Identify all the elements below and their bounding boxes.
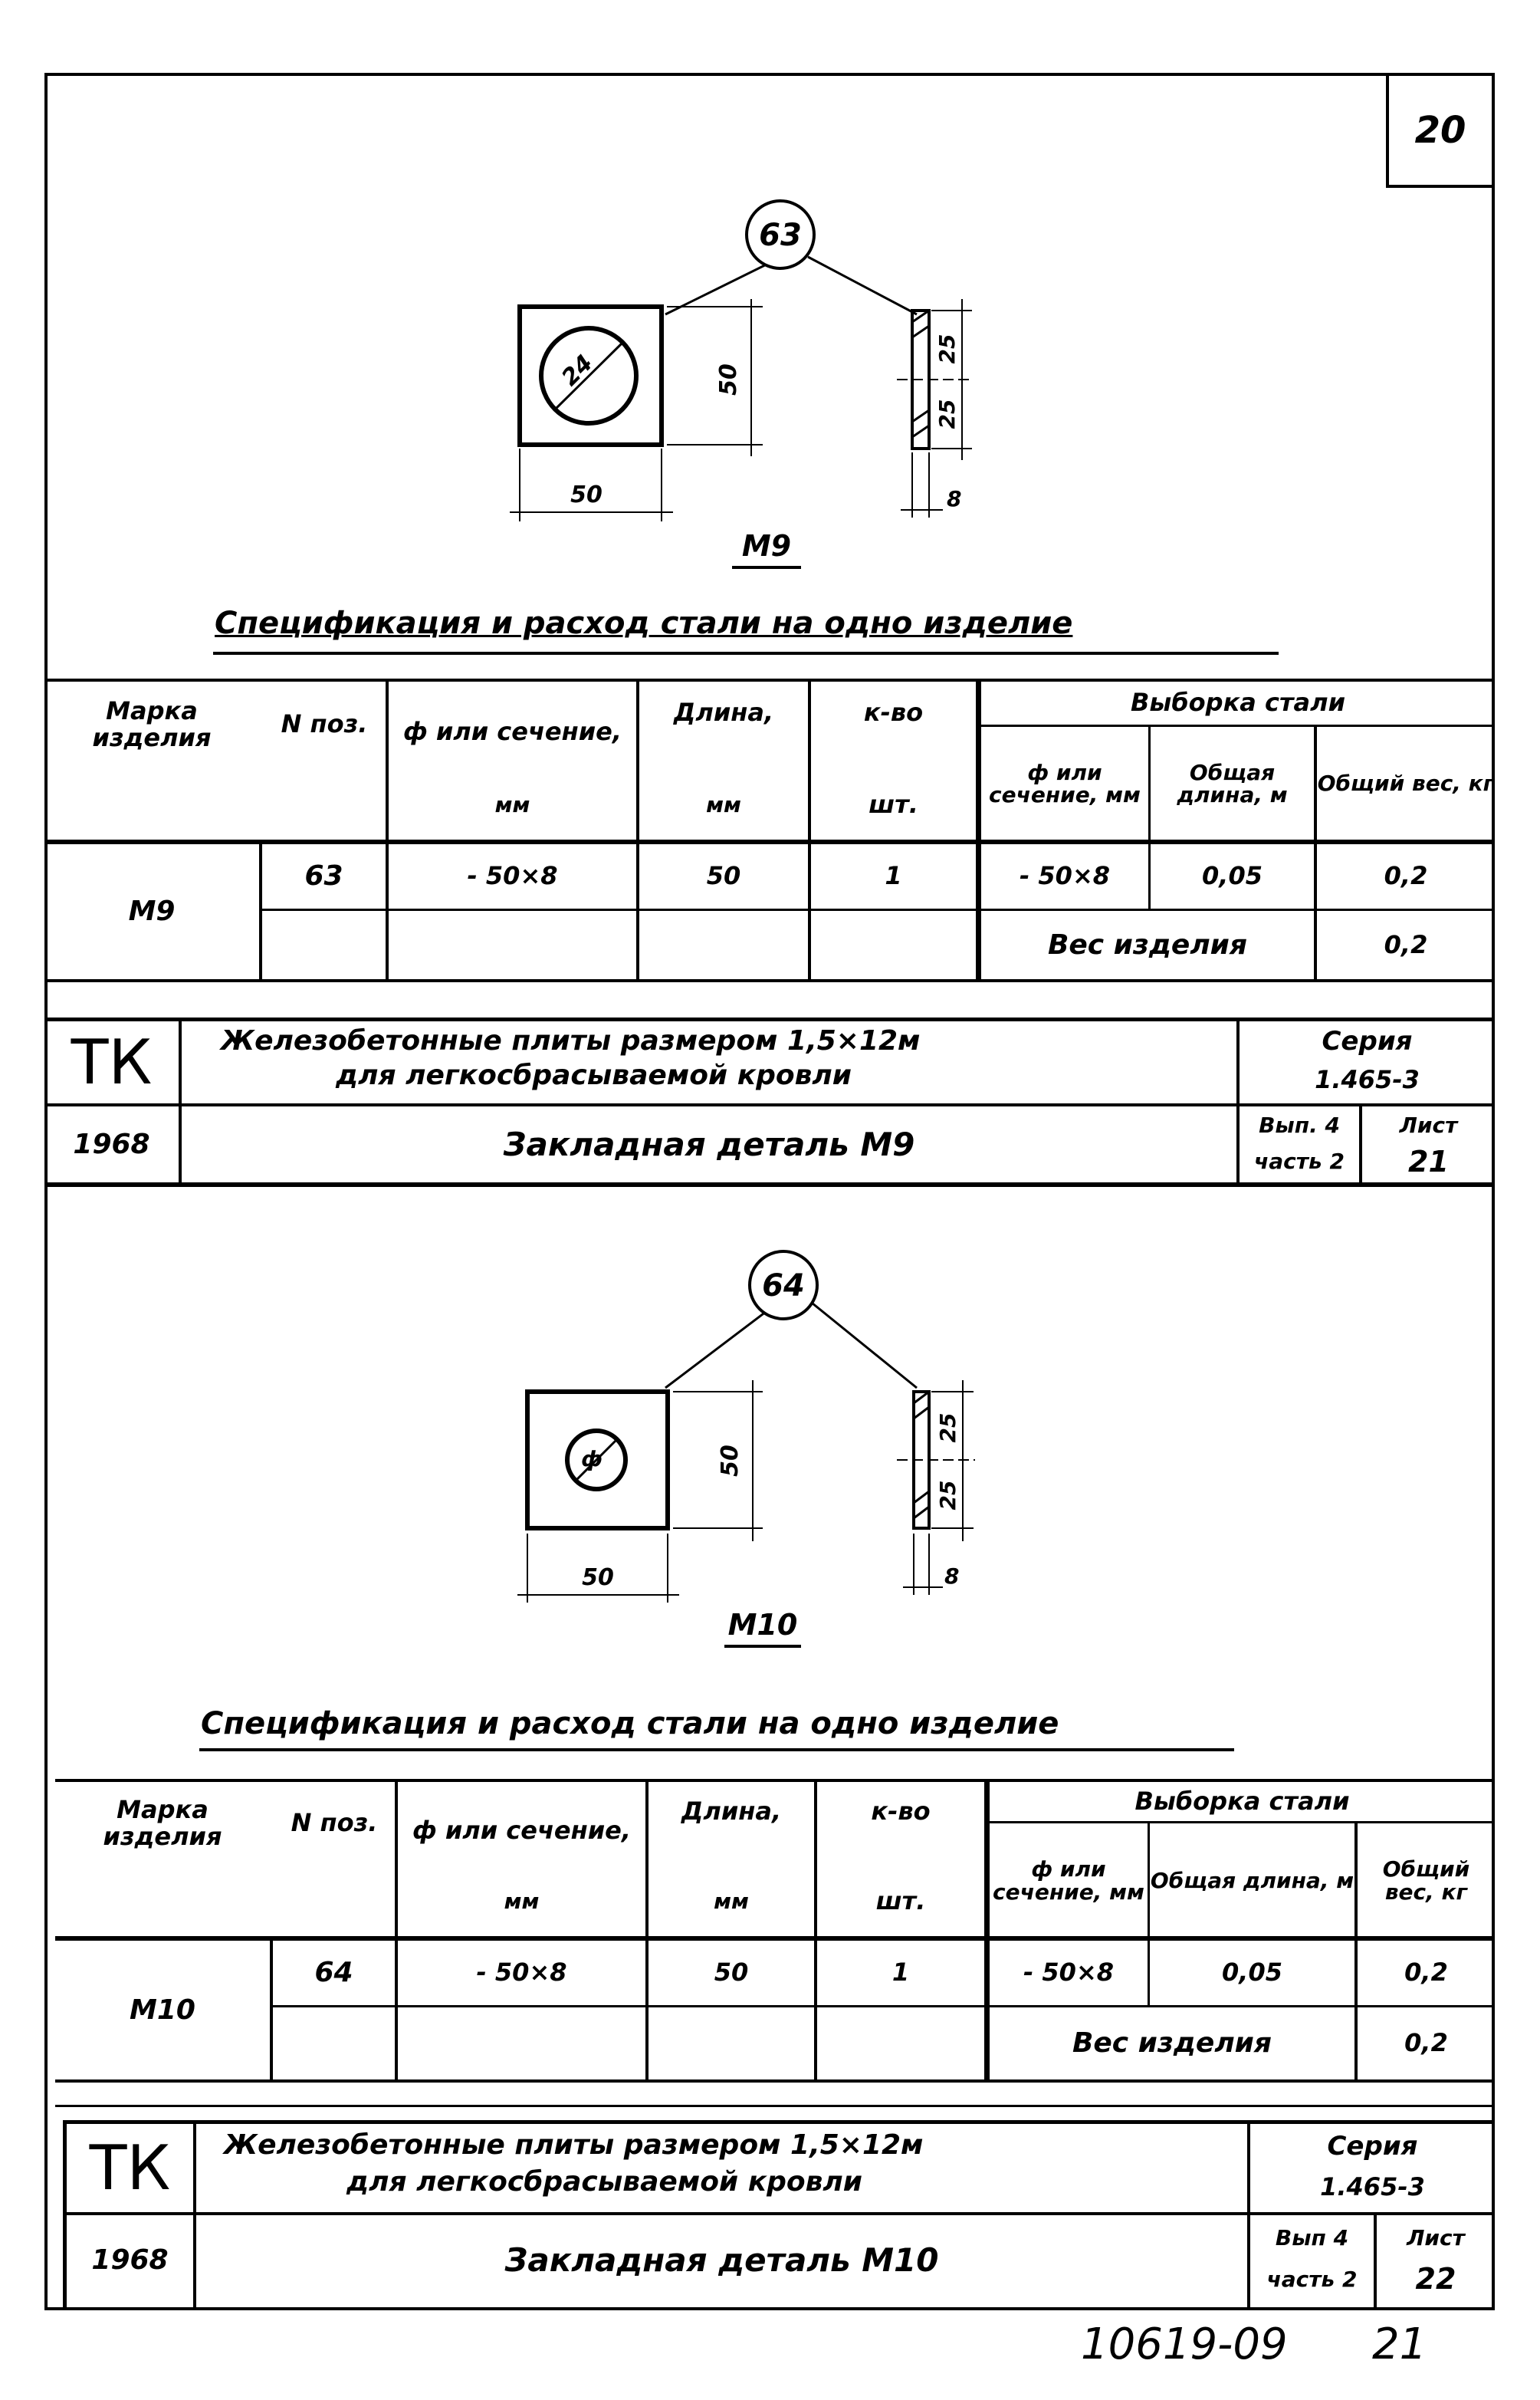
row-section: - 50×8: [467, 861, 558, 891]
spec-title-underline: [213, 652, 1279, 655]
header-selection: Выборка стали: [1134, 1786, 1350, 1816]
position-marker: 63: [759, 218, 802, 253]
header-mark: Марка изделия: [92, 695, 212, 752]
height-dimension: 50: [715, 363, 742, 396]
item-weight: 0,2: [1404, 2028, 1448, 2058]
title-line-2: для легкосбрасываемой кровли: [336, 1060, 852, 1091]
issue-line-2: часть 2: [1266, 2266, 1358, 2292]
year: 1968: [91, 2244, 169, 2277]
thickness-dimension: 8: [944, 1563, 960, 1589]
drawing-name: Закладная деталь M9: [503, 1125, 915, 1163]
header-section: ф или сечение,: [402, 717, 622, 747]
header-length-unit: мм: [706, 792, 741, 818]
width-dimension: 50: [570, 482, 603, 508]
row-sel-length: 0,05: [1222, 1958, 1282, 1987]
header-length: Длина,: [681, 1797, 782, 1826]
org-code: ТК: [89, 2132, 171, 2204]
height-dimension: 50: [717, 1445, 744, 1477]
half-dimension-bottom: 25: [935, 1480, 960, 1511]
header-sel-weight: Общий вес, кг: [1382, 1856, 1470, 1905]
half-dimension-top: 25: [934, 334, 960, 364]
header-qty-unit: шт.: [869, 790, 918, 820]
item-weight-label: Вес изделия: [1047, 929, 1248, 961]
row-sel-section: - 50×8: [1019, 861, 1111, 891]
header-section-unit: мм: [494, 792, 530, 818]
row-pos: 63: [304, 860, 343, 893]
header-section-unit: мм: [504, 1889, 540, 1915]
row-mark: M9: [128, 896, 176, 928]
row-sel-section: - 50×8: [1023, 1958, 1115, 1987]
hole-diameter: ф: [581, 1446, 603, 1471]
footer-doc-code: 10619-09: [1081, 2319, 1288, 2369]
org-code: ТК: [71, 1027, 153, 1098]
issue-line-1: Вып 4: [1275, 2225, 1349, 2251]
issue-line-1: Вып. 4: [1259, 1113, 1340, 1139]
header-qty: к-во: [863, 698, 924, 728]
row-length: 50: [714, 1958, 749, 1987]
year: 1968: [73, 1129, 150, 1161]
header-length-unit: мм: [714, 1889, 749, 1915]
header-sel-length: Общая длина, м: [1177, 759, 1288, 807]
series: 1.465-3: [1315, 1065, 1420, 1095]
hole-diameter: 24: [557, 350, 599, 392]
row-mark: M10: [130, 1994, 195, 2026]
width-dimension: 50: [582, 1564, 614, 1591]
spec-title: Спецификация и расход стали на одно изделие: [215, 606, 1073, 641]
header-section: ф или сечение,: [412, 1816, 632, 1846]
header-sel-length: Общая длина, м: [1150, 1867, 1354, 1893]
header-sel-section: ф или сечение, мм: [989, 759, 1141, 807]
detail-drawing-m9: [460, 192, 1073, 590]
separator-line: [55, 2105, 1495, 2107]
row-qty: 1: [891, 1958, 910, 1987]
header-length: Длина,: [673, 698, 774, 728]
detail-label: M10: [727, 1608, 798, 1642]
title-block-m9: [44, 1018, 1495, 1186]
thickness-dimension: 8: [947, 486, 962, 511]
header-sel-weight: Общий вес, кг: [1317, 771, 1495, 797]
row-pos: 64: [314, 1957, 353, 1989]
item-weight: 0,2: [1384, 929, 1428, 959]
title-line-2: для легкосбрасываемой кровли: [346, 2166, 862, 2198]
spec-title: Спецификация и расход стали на одно изделие: [201, 1706, 1059, 1741]
spec-title-underline: [199, 1748, 1234, 1751]
header-qty: к-во: [871, 1797, 931, 1826]
header-pos: N поз.: [291, 1808, 378, 1838]
detail-drawing-m10: [460, 1242, 1073, 1656]
header-pos: N поз.: [281, 709, 368, 739]
page-number: 20: [1414, 109, 1466, 152]
position-marker: 64: [762, 1268, 805, 1304]
row-section: - 50×8: [476, 1958, 567, 1987]
spec-table-m10: [55, 1779, 1495, 2078]
footer-page: 21: [1372, 2319, 1427, 2369]
sheet-number: 22: [1415, 2261, 1456, 2296]
page-number-box: [1386, 73, 1495, 188]
row-sel-length: 0,05: [1202, 861, 1263, 891]
title-line-1: Железобетонные плиты размером 1,5×12м: [221, 1025, 921, 1057]
half-dimension-bottom: 25: [934, 399, 960, 429]
detail-label: M9: [741, 529, 792, 563]
row-length: 50: [706, 861, 741, 891]
row-sel-weight: 0,2: [1404, 1958, 1448, 1987]
sheet-label: Лист: [1407, 2225, 1465, 2251]
row-sel-weight: 0,2: [1384, 861, 1428, 891]
sheet-number: 21: [1408, 1145, 1449, 1179]
row-qty: 1: [885, 861, 902, 891]
series-label: Серия: [1322, 1026, 1413, 1057]
sheet-label: Лист: [1399, 1113, 1458, 1139]
header-selection: Выборка стали: [1131, 688, 1345, 718]
spec-table-m9: [44, 679, 1495, 987]
issue-line-2: часть 2: [1254, 1149, 1345, 1175]
header-sel-section: ф или сечение, мм: [993, 1856, 1144, 1905]
header-mark: Марка изделия: [103, 1794, 222, 1851]
drawing-name: Закладная деталь M10: [504, 2241, 939, 2279]
title-line-1: Железобетонные плиты размером 1,5×12м: [224, 2129, 924, 2161]
title-block-m10: [63, 2120, 1495, 2308]
series: 1.465-3: [1320, 2172, 1425, 2201]
series-label: Серия: [1327, 2131, 1418, 2162]
item-weight-label: Вес изделия: [1072, 2027, 1272, 2060]
half-dimension-top: 25: [935, 1412, 960, 1443]
header-qty-unit: шт.: [875, 1886, 926, 1916]
